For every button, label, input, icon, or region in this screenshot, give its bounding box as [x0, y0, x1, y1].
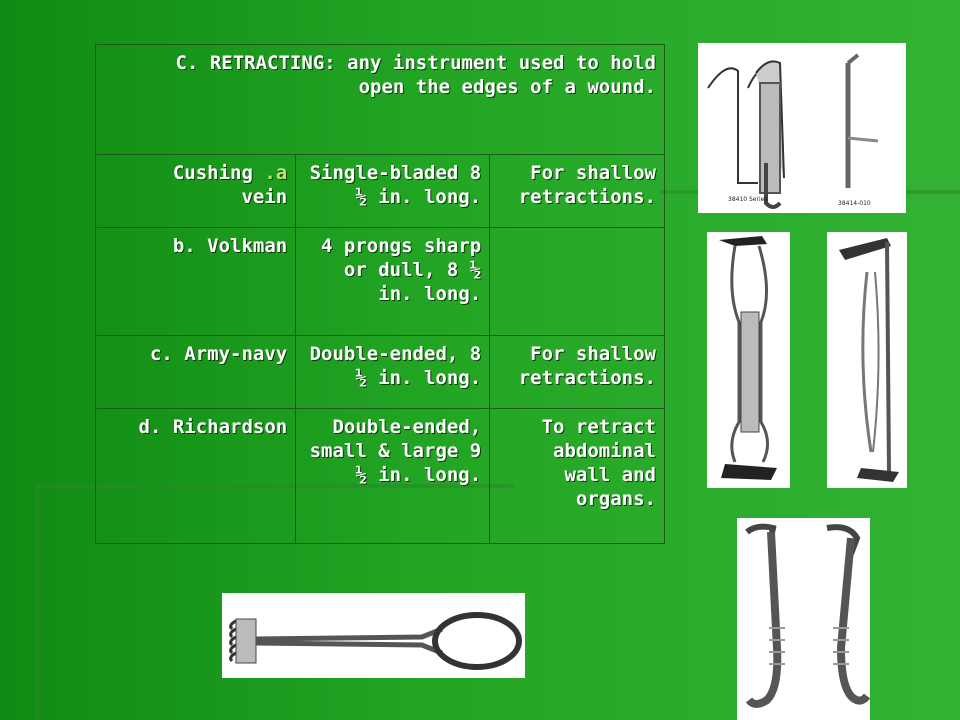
instrument-use: To retract abdominal wall and organs. [490, 409, 665, 544]
table-row [96, 228, 665, 336]
background-line [35, 484, 39, 720]
table-row [96, 336, 665, 409]
instrument-name: d. Richardson [96, 409, 296, 544]
army-navy-retractor-image [827, 232, 907, 488]
volkman-retractor-image [222, 593, 525, 678]
instrument-name [96, 155, 296, 228]
instrument-use [490, 228, 665, 336]
instrument-desc: Double-ended, small & large 9 ½ in. long. [296, 409, 490, 544]
retractor-table [95, 44, 665, 544]
instrument-use: For shallow retractions. [490, 336, 665, 409]
name-sub: vein [241, 186, 288, 208]
army-navy-retractor-image [707, 232, 790, 488]
name-main: Cushing [172, 162, 265, 184]
instrument-use: For shallow retractions. [490, 155, 665, 228]
label-text: 38414-010 [838, 200, 871, 207]
table-header [96, 45, 665, 155]
table-row [96, 155, 665, 228]
name-tag: .a [264, 162, 288, 184]
header-prefix: C. RETRACTING: [175, 52, 336, 74]
label-text: 38410 Series [728, 196, 768, 203]
table-row [96, 409, 665, 544]
richardson-retractor-image [737, 518, 870, 720]
cushing-retractor-image [698, 43, 906, 213]
instrument-name: c. Army-navy [96, 336, 296, 409]
instrument-desc: 4 prongs sharp or dull, 8 ½ in. long. [296, 228, 490, 336]
instrument-desc: Single-bladed 8 ½ in. long. [296, 155, 490, 228]
instrument-name: b. Volkman [96, 228, 296, 336]
instrument-desc: Double-ended, 8 ½ in. long. [296, 336, 490, 409]
header-text: any instrument used to hold open the edges of a wound. [335, 52, 656, 98]
